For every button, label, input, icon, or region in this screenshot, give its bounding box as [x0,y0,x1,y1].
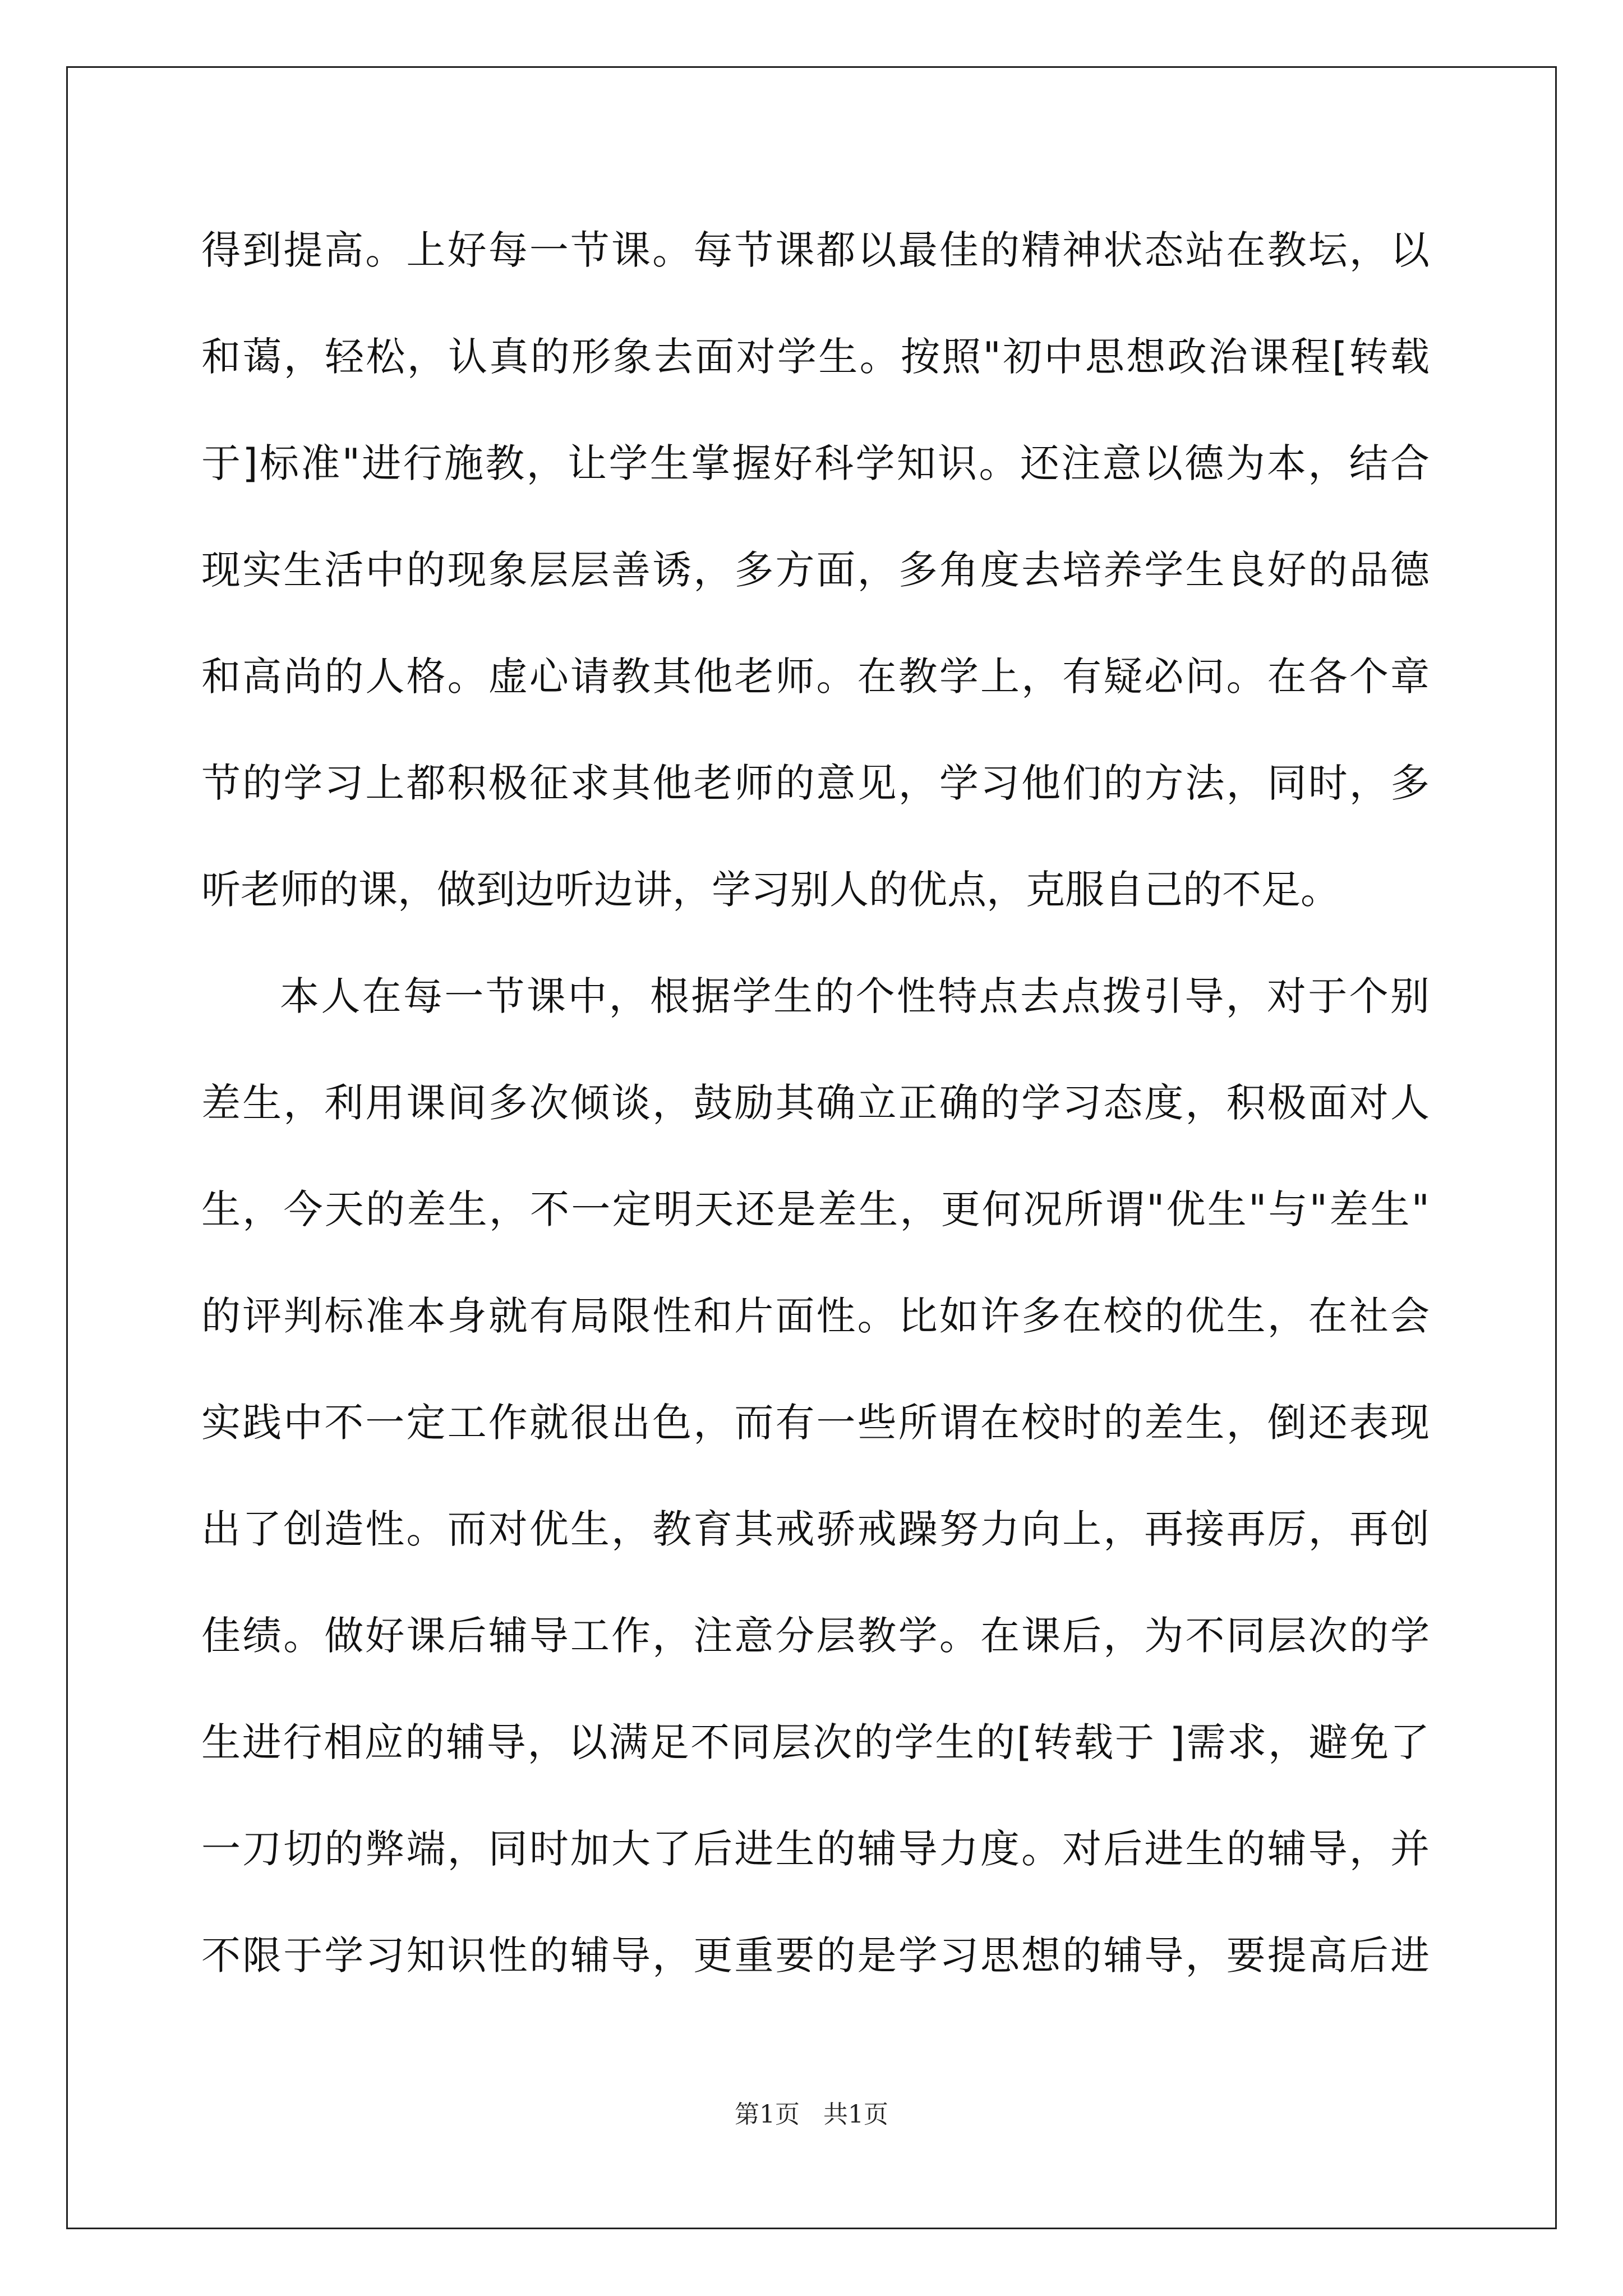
text-line: 差生，利用课间多次倾谈，鼓励其确立正确的学习态度，积极面对人 [201,1080,1430,1126]
text-line: 现实生活中的现象层层善诱，多方面，多角度去培养学生良好的品德 [201,547,1430,593]
text-line: 的评判标准本身就有局限性和片面性。比如许多在校的优生，在社会 [201,1293,1430,1339]
text-line: 生进行相应的辅导，以满足不同层次的学生的[转载于 ]需求，避免了 [201,1719,1430,1765]
page-footer [0,2098,1623,2132]
text-line: 出了创造性。而对优生，教育其戒骄戒躁努力向上，再接再厉，再创 [201,1506,1430,1552]
text-line: 本人在每一节课中，根据学生的个性特点去点拨引导，对于个别 [280,973,1430,1019]
text-line: 生，今天的差生，不一定明天还是差生，更何况所谓"优生"与"差生" [201,1186,1430,1232]
text-line: 得到提高。上好每一节课。每节课都以最佳的精神状态站在教坛，以 [201,227,1430,273]
text-line: 一刀切的弊端，同时加大了后进生的辅导力度。对后进生的辅导，并 [201,1826,1430,1872]
page-number: 第1页 [735,2100,800,2129]
text-line: 和高尚的人格。虚心请教其他老师。在教学上，有疑必问。在各个章 [201,654,1430,700]
text-line: 佳绩。做好课后辅导工作，注意分层教学。在课后，为不同层次的学 [201,1613,1430,1659]
page-border [66,66,1557,2229]
text-line: 不限于学习知识性的辅导，更重要的是学习思想的辅导，要提高后进 [201,1932,1430,1978]
text-line: 听老师的课，做到边听边讲，学习别人的优点，克服自己的不足。 [201,867,1340,913]
text-line: 实践中不一定工作就很出色，而有一些所谓在校时的差生，倒还表现 [201,1400,1430,1446]
text-line: 于]标准"进行施教，让学生掌握好科学知识。还注意以德为本，结合 [201,440,1430,486]
text-line: 和蔼，轻松，认真的形象去面对学生。按照"初中思想政治课程[转载 [201,334,1430,380]
text-line: 节的学习上都积极征求其他老师的意见，学习他们的方法，同时，多 [201,760,1430,806]
page-total: 共1页 [823,2100,888,2129]
